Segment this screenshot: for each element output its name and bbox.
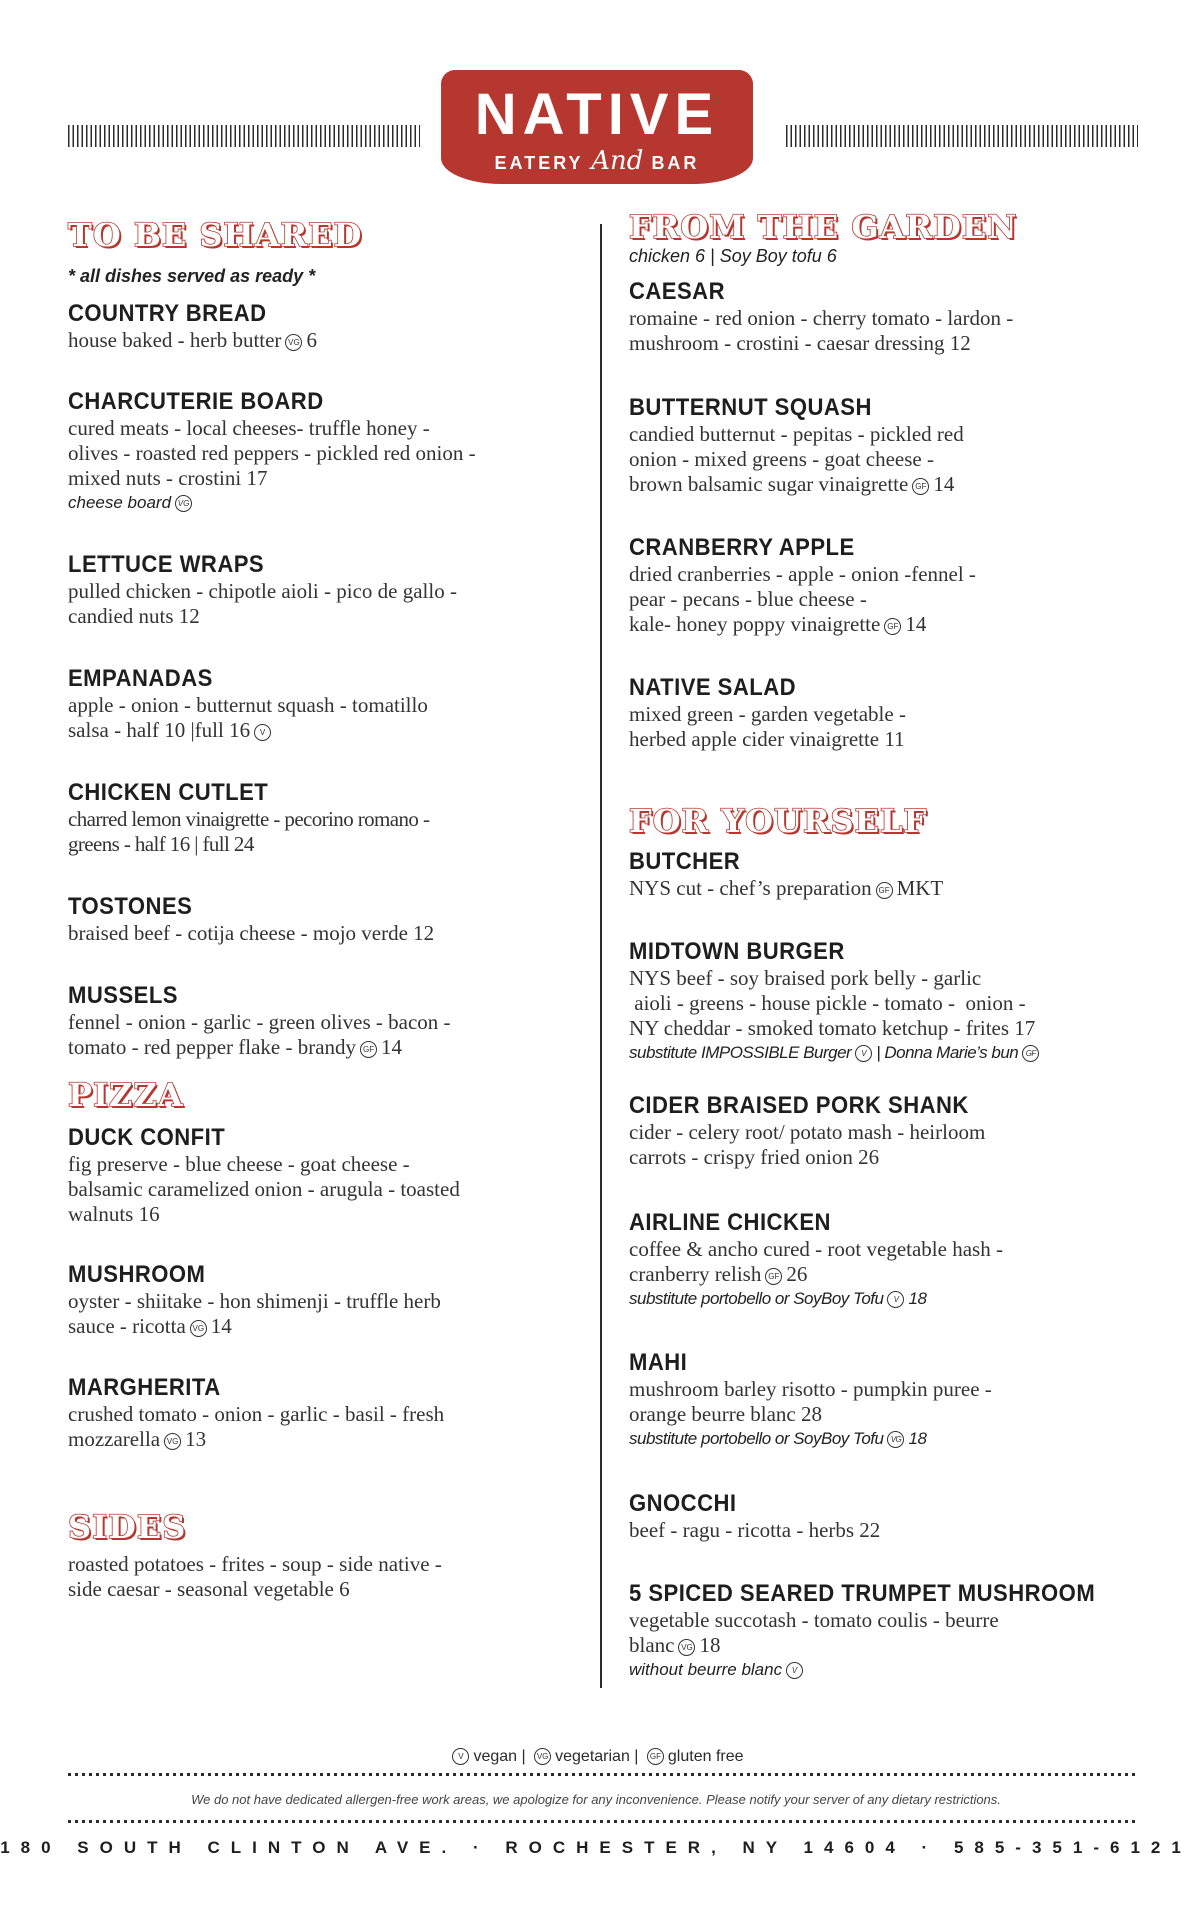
menu-item: BUTTERNUT SQUASH candied butternut - pepitas - pickled red onion - mixed greens - goat cheese - brown balsamic sugar vinaigrette GF 14 [629, 394, 964, 496]
menu-item: CIDER BRAISED PORK SHANK cider - celery root/ potato mash - heirloom carrots - crispy fried onion 26 [629, 1092, 986, 1169]
right-column [629, 208, 1149, 1679]
logo-title: NATIVE [474, 82, 720, 147]
menu-item: CAESAR romaine - red onion - cherry tomato - lardon - mushroom - crostini - caesar dressing 12 [629, 278, 1014, 355]
vegetarian-icon: VG [164, 1433, 181, 1450]
restaurant-logo [441, 70, 753, 184]
vegetarian-icon: VG [285, 334, 302, 351]
menu-item: CHICKEN CUTLET charred lemon vinaigrette - pecorino romano - greens - half 16 | full 24 [68, 779, 430, 856]
vegetarian-icon: VG [678, 1639, 695, 1656]
left-column [68, 216, 588, 1656]
menu-item: MUSSELS fennel - onion - garlic - green olives - bacon - tomato - red pepper flake - brandy GF 14 [68, 982, 451, 1059]
gluten-free-icon: GF [1022, 1045, 1039, 1062]
menu-item: LETTUCE WRAPS pulled chicken - chipotle aioli - pico de gallo - candied nuts 12 [68, 551, 457, 628]
menu-item: BUTCHER NYS cut - chef’s preparation GF MKT [629, 848, 944, 900]
section-title-sides: SIDES [68, 1508, 187, 1546]
dietary-legend: V vegan | VG vegetarian | GF gluten free [0, 1748, 1192, 1766]
gluten-free-icon: GF [876, 882, 893, 899]
vegetarian-icon: VG [190, 1320, 207, 1337]
menu-item: MIDTOWN BURGER NYS beef - soy braised pork belly - garlic aioli - greens - house pickle - tomato - onion - NY cheddar - smoked tomato ketchup - frites 17 substitute IMPOSSIBLE Burger V | Donna Marie’s bun GF [629, 938, 1149, 1063]
gluten-free-icon: GF [765, 1268, 782, 1285]
dotted-divider [68, 1773, 1138, 1776]
menu-item: 5 SPICED SEARED TRUMPET MUSHROOM vegetable succotash - tomato coulis - beurre blanc VG 18 without beurre blanc V [629, 1580, 1096, 1679]
column-divider [600, 224, 602, 1688]
section-note: chicken 6 | Soy Boy tofu 6 [629, 246, 837, 266]
section-title-from-the-garden: FROM THE GARDEN [629, 208, 1018, 246]
vegan-icon: V [452, 1748, 469, 1765]
section-note: * all dishes served as ready * [68, 266, 316, 286]
logo-subtitle: EATERY And BAR [494, 146, 700, 176]
menu-item: CRANBERRY APPLE dried cranberries - apple - onion -fennel - pear - pecans - blue cheese - kale- honey poppy vinaigrette GF 14 [629, 534, 976, 636]
decorative-barcode-right [786, 125, 1138, 147]
menu-item: AIRLINE CHICKEN coffee & ancho cured - root vegetable hash - cranberry relish GF 26 substitute portobello or SoyBoy Tofu V 18 [629, 1209, 1003, 1308]
gluten-free-icon: GF [912, 478, 929, 495]
vegan-icon: V [254, 724, 271, 741]
allergen-disclaimer: We do not have dedicated allergen-free work areas, we apologize for any inconvenience. Please notify your server of any dietary restrictions. [191, 1792, 1001, 1807]
menu-item: CHARCUTERIE BOARD cured meats - local cheeses- truffle honey - olives - roasted red peppers - pickled red onion - mixed nuts - crostini 17 cheese board VG [68, 388, 476, 512]
vegetarian-icon: VG [175, 495, 192, 512]
menu-item: EMPANADAS apple - onion - butternut squash - tomatillo salsa - half 10 |full 16 V [68, 665, 428, 742]
menu-item: GNOCCHI beef - ragu - ricotta - herbs 22 [629, 1490, 881, 1542]
restaurant-address: 180 SOUTH CLINTON AVE. · ROCHESTER, NY 14604 · 585-351-6121 [0, 1838, 1192, 1857]
decorative-barcode-left [68, 125, 420, 147]
section-title-to-be-shared: TO BE SHARED [68, 216, 363, 254]
menu-item: NATIVE SALAD mixed green - garden vegetable - herbed apple cider vinaigrette 11 [629, 674, 906, 751]
dotted-divider [68, 1820, 1138, 1823]
menu-item: TOSTONES braised beef - cotija cheese - mojo verde 12 [68, 893, 435, 945]
gluten-free-icon: GF [360, 1041, 377, 1058]
vegetarian-icon: VG [534, 1748, 551, 1765]
menu-item: COUNTRY BREAD house baked - herb butter VG 6 [68, 300, 317, 352]
section-title-for-yourself: FOR YOURSELF [629, 802, 928, 840]
menu-item: MUSHROOM oyster - shiitake - hon shimenji - truffle herb sauce - ricotta VG 14 [68, 1261, 441, 1338]
menu-item: MAHI mushroom barley risotto - pumpkin puree - orange beurre blanc 28 substitute portobello or SoyBoy Tofu VG 18 [629, 1349, 992, 1448]
vegetarian-icon: VG [887, 1431, 904, 1448]
section-title-pizza: PIZZA [68, 1076, 184, 1114]
menu-item: MARGHERITA crushed tomato - onion - garlic - basil - fresh mozzarella VG 13 [68, 1374, 445, 1451]
vegan-icon: V [786, 1662, 803, 1679]
vegan-icon: V [887, 1291, 904, 1308]
vegan-icon: V [855, 1045, 872, 1062]
menu-item: roasted potatoes - frites - soup - side native - side caesar - seasonal vegetable 6 [68, 1552, 442, 1601]
menu-item: DUCK CONFIT fig preserve - blue cheese - goat cheese - balsamic caramelized onion - arugula - toasted walnuts 16 [68, 1124, 460, 1226]
gluten-free-icon: GF [647, 1748, 664, 1765]
gluten-free-icon: GF [884, 618, 901, 635]
